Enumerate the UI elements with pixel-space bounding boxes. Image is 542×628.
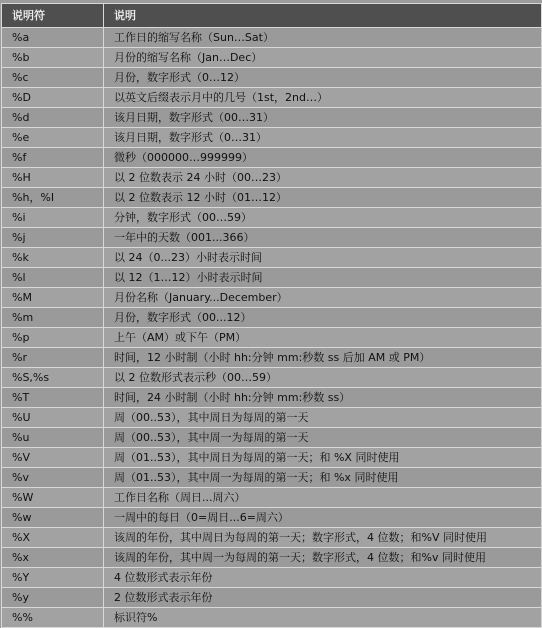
specifier-cell: %x bbox=[2, 548, 104, 568]
description-cell: 月份的缩写名称（Jan…Dec） bbox=[104, 48, 542, 68]
specifier-cell: %f bbox=[2, 148, 104, 168]
specifier-cell: %% bbox=[2, 608, 104, 628]
specifier-cell: %D bbox=[2, 88, 104, 108]
specifier-cell: %h，%I bbox=[2, 188, 104, 208]
table-row bbox=[2, 428, 542, 448]
table-row bbox=[2, 108, 542, 128]
description-cell: 分钟，数字形式（00…59） bbox=[104, 208, 542, 228]
table-row bbox=[2, 48, 542, 68]
description-cell: 以 2 位数形式表示秒（00…59） bbox=[104, 368, 542, 388]
description-cell: 周（00..53），其中周一为每周的第一天 bbox=[104, 428, 542, 448]
description-cell: 时间，24 小时制（小时 hh:分钟 mm:秒数 ss） bbox=[104, 388, 542, 408]
table-row bbox=[2, 308, 542, 328]
specifier-cell: %c bbox=[2, 68, 104, 88]
table-row bbox=[2, 68, 542, 88]
specifier-cell: %X bbox=[2, 528, 104, 548]
table-row bbox=[2, 548, 542, 568]
description-cell: 周（01..53），其中周日为每周的第一天；和 %X 同时使用 bbox=[104, 448, 542, 468]
table-body bbox=[2, 28, 542, 628]
specifier-cell: %l bbox=[2, 268, 104, 288]
specifier-cell: %b bbox=[2, 48, 104, 68]
table-row bbox=[2, 88, 542, 108]
specifier-cell: %V bbox=[2, 448, 104, 468]
header-specifier: 说明符 bbox=[2, 4, 104, 28]
table-row bbox=[2, 368, 542, 388]
specifier-cell: %r bbox=[2, 348, 104, 368]
specifier-cell: %W bbox=[2, 488, 104, 508]
table-row bbox=[2, 208, 542, 228]
table-row bbox=[2, 568, 542, 588]
description-cell: 工作日名称（周日...周六） bbox=[104, 488, 542, 508]
description-cell: 以 2 位数表示 24 小时（00…23） bbox=[104, 168, 542, 188]
specifier-cell: %e bbox=[2, 128, 104, 148]
description-cell: 月份，数字形式（00...12） bbox=[104, 308, 542, 328]
table-row bbox=[2, 188, 542, 208]
description-cell: 2 位数形式表示年份 bbox=[104, 588, 542, 608]
description-cell: 以 24（0...23）小时表示时间 bbox=[104, 248, 542, 268]
description-cell: 以 12（1…12）小时表示时间 bbox=[104, 268, 542, 288]
description-cell: 周（00..53），其中周日为每周的第一天 bbox=[104, 408, 542, 428]
table-row bbox=[2, 388, 542, 408]
description-cell: 该周的年份，其中周日为每周的第一天；数字形式，4 位数；和%V 同时使用 bbox=[104, 528, 542, 548]
specifier-cell: %i bbox=[2, 208, 104, 228]
description-cell: 该月日期，数字形式（00…31） bbox=[104, 108, 542, 128]
description-cell: 标识符% bbox=[104, 608, 542, 628]
table-row bbox=[2, 528, 542, 548]
specifier-cell: %T bbox=[2, 388, 104, 408]
specifier-cell: %y bbox=[2, 588, 104, 608]
table-row bbox=[2, 228, 542, 248]
specifier-cell: %v bbox=[2, 468, 104, 488]
table-row bbox=[2, 128, 542, 148]
description-cell: 时间，12 小时制（小时 hh:分钟 mm:秒数 ss 后加 AM 或 PM） bbox=[104, 348, 542, 368]
specifier-cell: %u bbox=[2, 428, 104, 448]
table-row bbox=[2, 488, 542, 508]
specifier-cell: %d bbox=[2, 108, 104, 128]
description-cell: 工作日的缩写名称（Sun…Sat） bbox=[104, 28, 542, 48]
description-cell: 月份名称（January...December） bbox=[104, 288, 542, 308]
specifier-cell: %S,%s bbox=[2, 368, 104, 388]
specifier-cell: %w bbox=[2, 508, 104, 528]
description-cell: 以英文后缀表示月中的几号（1st，2nd…） bbox=[104, 88, 542, 108]
description-cell: 周（01..53），其中周一为每周的第一天；和 %x 同时使用 bbox=[104, 468, 542, 488]
specifier-cell: %m bbox=[2, 308, 104, 328]
description-cell: 上午（AM）或下午（PM） bbox=[104, 328, 542, 348]
header-description: 说明 bbox=[104, 4, 542, 28]
table-row bbox=[2, 468, 542, 488]
table-row bbox=[2, 268, 542, 288]
specifier-cell: %p bbox=[2, 328, 104, 348]
description-cell: 以 2 位数表示 12 小时（01…12） bbox=[104, 188, 542, 208]
table-row bbox=[2, 248, 542, 268]
description-cell: 微秒（000000…999999） bbox=[104, 148, 542, 168]
table-row bbox=[2, 608, 542, 628]
description-cell: 月份，数字形式（0…12） bbox=[104, 68, 542, 88]
format-specifier-table bbox=[1, 3, 542, 628]
table-row bbox=[2, 448, 542, 468]
table-row bbox=[2, 288, 542, 308]
table-row bbox=[2, 168, 542, 188]
description-cell: 4 位数形式表示年份 bbox=[104, 568, 542, 588]
specifier-cell: %M bbox=[2, 288, 104, 308]
specifier-cell: %k bbox=[2, 248, 104, 268]
table-row bbox=[2, 408, 542, 428]
table-row bbox=[2, 148, 542, 168]
description-cell: 该月日期，数字形式（0…31） bbox=[104, 128, 542, 148]
specifier-cell: %a bbox=[2, 28, 104, 48]
table-row bbox=[2, 508, 542, 528]
specifier-cell: %U bbox=[2, 408, 104, 428]
table-row bbox=[2, 28, 542, 48]
description-cell: 一年中的天数（001...366） bbox=[104, 228, 542, 248]
description-cell: 一周中的每日（0=周日...6=周六） bbox=[104, 508, 542, 528]
table-header-row bbox=[2, 4, 542, 28]
specifier-cell: %Y bbox=[2, 568, 104, 588]
description-cell: 该周的年份，其中周一为每周的第一天；数字形式，4 位数；和%v 同时使用 bbox=[104, 548, 542, 568]
table-row bbox=[2, 328, 542, 348]
table-row bbox=[2, 588, 542, 608]
specifier-cell: %j bbox=[2, 228, 104, 248]
specifier-cell: %H bbox=[2, 168, 104, 188]
table-row bbox=[2, 348, 542, 368]
